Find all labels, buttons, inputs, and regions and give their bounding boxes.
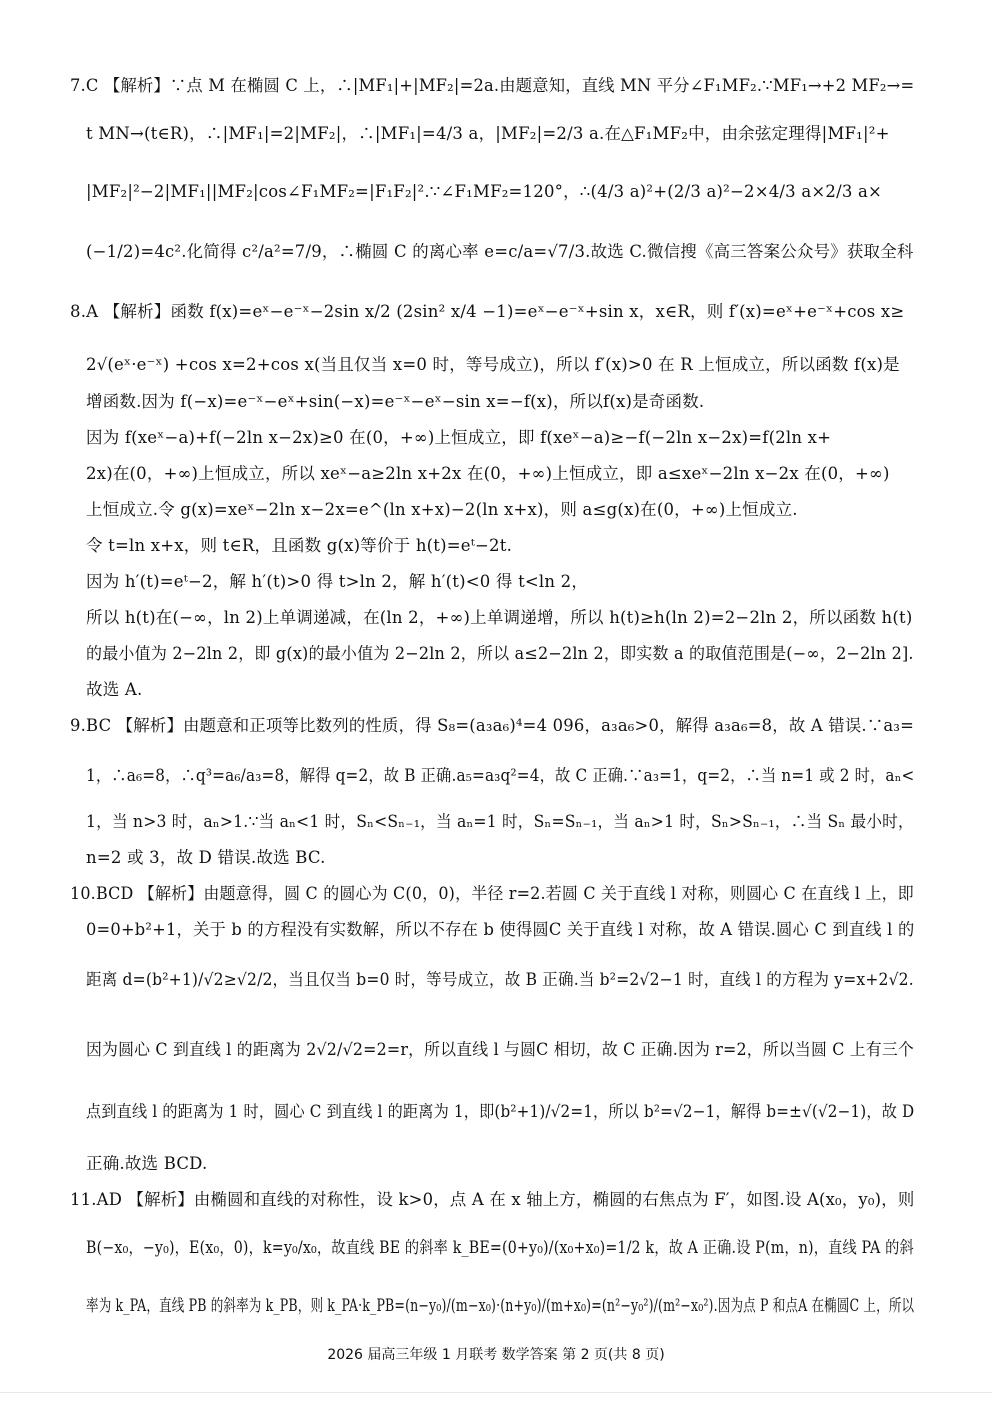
q10-line-1: 10.BCD 【解析】由题意得，圆 C 的圆心为 C(0，0)，半径 r=2.若圆 C 关于直线 l 对称，则圆心 C 在直线 l 上，即 xyxy=(70,884,914,903)
q8-line-2: 2√(eˣ·e⁻ˣ) +cos x=2+cos x(当且仅当 x=0 时，等号成立)，所以 f′(x)>0 在 R 上恒成立，所以函数 f(x)是 xyxy=(86,355,900,374)
q7-line-1: 7.C 【解析】∵点 M 在椭圆 C 上，∴|MF₁|+|MF₂|=2a.由题意知，直线 MN 平分∠F₁MF₂.∵MF₁→+2 MF₂→= xyxy=(70,76,915,95)
q9-line-2: 1，∴a₆=8，∴q³=a₆/a₃=8，解得 q=2，故 B 正确.a₅=a₃q²=4，故 C 正确.∵a₃=1，q=2，∴当 n=1 或 2 时，aₙ< xyxy=(86,766,915,785)
q10-line-4: 因为圆心 C 到直线 l 的距离为 2√2/√2=2=r，所以直线 l 与圆C 相切，故 C 正确.因为 r=2，所以当圆 C 上有三个 xyxy=(86,1040,914,1059)
q11-line-2: B(−x₀，−y₀)，E(x₀，0)，k=y₀/x₀，故直线 BE 的斜率 k_BE=(0+y₀)/(x₀+x₀)=1/2 k，故 A 正确.设 P(m，n)，直线 PA 的斜 xyxy=(86,1238,914,1257)
q8-line-1: 8.A 【解析】函数 f(x)=eˣ−e⁻ˣ−2sin x/2 (2sin² x/4 −1)=eˣ−e⁻ˣ+sin x，x∈R，则 f′(x)=eˣ+e⁻ˣ+cos x≥ xyxy=(70,302,905,321)
q8-line-10: 的最小值为 2−2ln 2，即 g(x)的最小值为 2−2ln 2，所以 a≤2−2ln 2，即实数 a 的取值范围是(−∞，2−2ln 2]. xyxy=(86,644,914,663)
q8-line-9: 所以 h(t)在(−∞，ln 2)上单调递减，在(ln 2，+∞)上单调递增，所以 h(t)≥h(ln 2)=2−2ln 2，所以函数 h(t) xyxy=(86,608,913,627)
q8-line-8: 因为 h′(t)=eᵗ−2，解 h′(t)>0 得 t>ln 2，解 h′(t)<0 得 t<ln 2， xyxy=(86,572,589,591)
q7-line-2: t MN→(t∈R)，∴|MF₁|=2|MF₂|，∴|MF₁|=4/3 a，|MF₂|=2/3 a.在△F₁MF₂中，由余弦定理得|MF₁|²+ xyxy=(86,124,890,143)
q8-line-4: 因为 f(xeˣ−a)+f(−2ln x−2x)≥0 在(0，+∞)上恒成立，即 f(xeˣ−a)≥−f(−2ln x−2x)=f(2ln x+ xyxy=(86,428,832,447)
q8-line-5: 2x)在(0，+∞)上恒成立，所以 xeˣ−a≥2ln x+2x 在(0，+∞)上恒成立，即 a≤xeˣ−2ln x−2x 在(0，+∞) xyxy=(86,464,890,483)
q10-line-6: 正确.故选 BCD. xyxy=(86,1154,208,1173)
q7-line-4: (−1/2)=4c².化简得 c²/a²=7/9，∴椭圆 C 的离心率 e=c/a=√7/3.故选 C.微信搜《高三答案公众号》获取全科 xyxy=(86,242,914,261)
q9-line-1: 9.BC 【解析】由题意和正项等比数列的性质，得 S₈=(a₃a₆)⁴=4 096，a₃a₆>0，解得 a₃a₆=8，故 A 错误.∵a₃= xyxy=(70,716,915,735)
q11-line-3: 率为 k_PA，直线 PB 的斜率为 k_PB，则 k_PA·k_PB=(n−y₀)/(m−x₀)·(n+y₀)/(m+x₀)=(n²−y₀²)/(m²−x₀²).因为点 P 和点A 在椭圆C 上，所以 xyxy=(86,1296,915,1315)
q10-line-3: 距离 d=(b²+1)/√2≥√2/2，当且仅当 b=0 时，等号成立，故 B 正确.当 b²=2√2−1 时，直线 l 的方程为 y=x+2√2. xyxy=(86,970,914,989)
q8-line-6: 上恒成立.令 g(x)=xeˣ−2ln x−2x=e^(ln x+x)−2(ln x+x)，则 a≤g(x)在(0，+∞)上恒成立. xyxy=(86,500,798,519)
q8-line-11: 故选 A. xyxy=(86,680,143,699)
q8-line-7: 令 t=ln x+x，则 t∈R，且函数 g(x)等价于 h(t)=eᵗ−2t. xyxy=(86,536,513,555)
q8-line-3: 增函数.因为 f(−x)=e⁻ˣ−eˣ+sin(−x)=e⁻ˣ−eˣ−sin x=−f(x)，所以f(x)是奇函数. xyxy=(86,392,705,411)
q10-line-2: 0=0+b²+1，关于 b 的方程没有实数解，所以不存在 b 使得圆C 关于直线 l 对称，故 A 错误.圆心 C 到直线 l 的 xyxy=(86,920,915,939)
q9-line-3: 1，当 n>3 时，aₙ>1.∵当 aₙ<1 时，Sₙ<Sₙ₋₁，当 aₙ=1 时，Sₙ=Sₙ₋₁，当 aₙ>1 时，Sₙ>Sₙ₋₁，∴当 Sₙ 最小时， xyxy=(86,812,914,831)
bottom-divider xyxy=(0,1392,992,1393)
page-footer: 2026 届高三年级 1 月联考 数学答案 第 2 页(共 8 页) xyxy=(327,1347,665,1363)
q9-line-4: n=2 或 3，故 D 错误.故选 BC. xyxy=(86,848,326,867)
q7-line-3: |MF₂|²−2|MF₁||MF₂|cos∠F₁MF₂=|F₁F₂|².∵∠F₁MF₂=120°，∴(4/3 a)²+(2/3 a)²−2×4/3 a×2/3 a× xyxy=(86,182,883,201)
q10-line-5: 点到直线 l 的距离为 1 时，圆心 C 到直线 l 的距离为 1，即(b²+1)/√2=1，所以 b²=√2−1，解得 b=±√(√2−1)，故 D xyxy=(86,1102,915,1121)
q11-line-1: 11.AD 【解析】由椭圆和直线的对称性，设 k>0，点 A 在 x 轴上方，椭圆的右焦点为 F′，如图.设 A(x₀，y₀)，则 xyxy=(70,1190,915,1209)
